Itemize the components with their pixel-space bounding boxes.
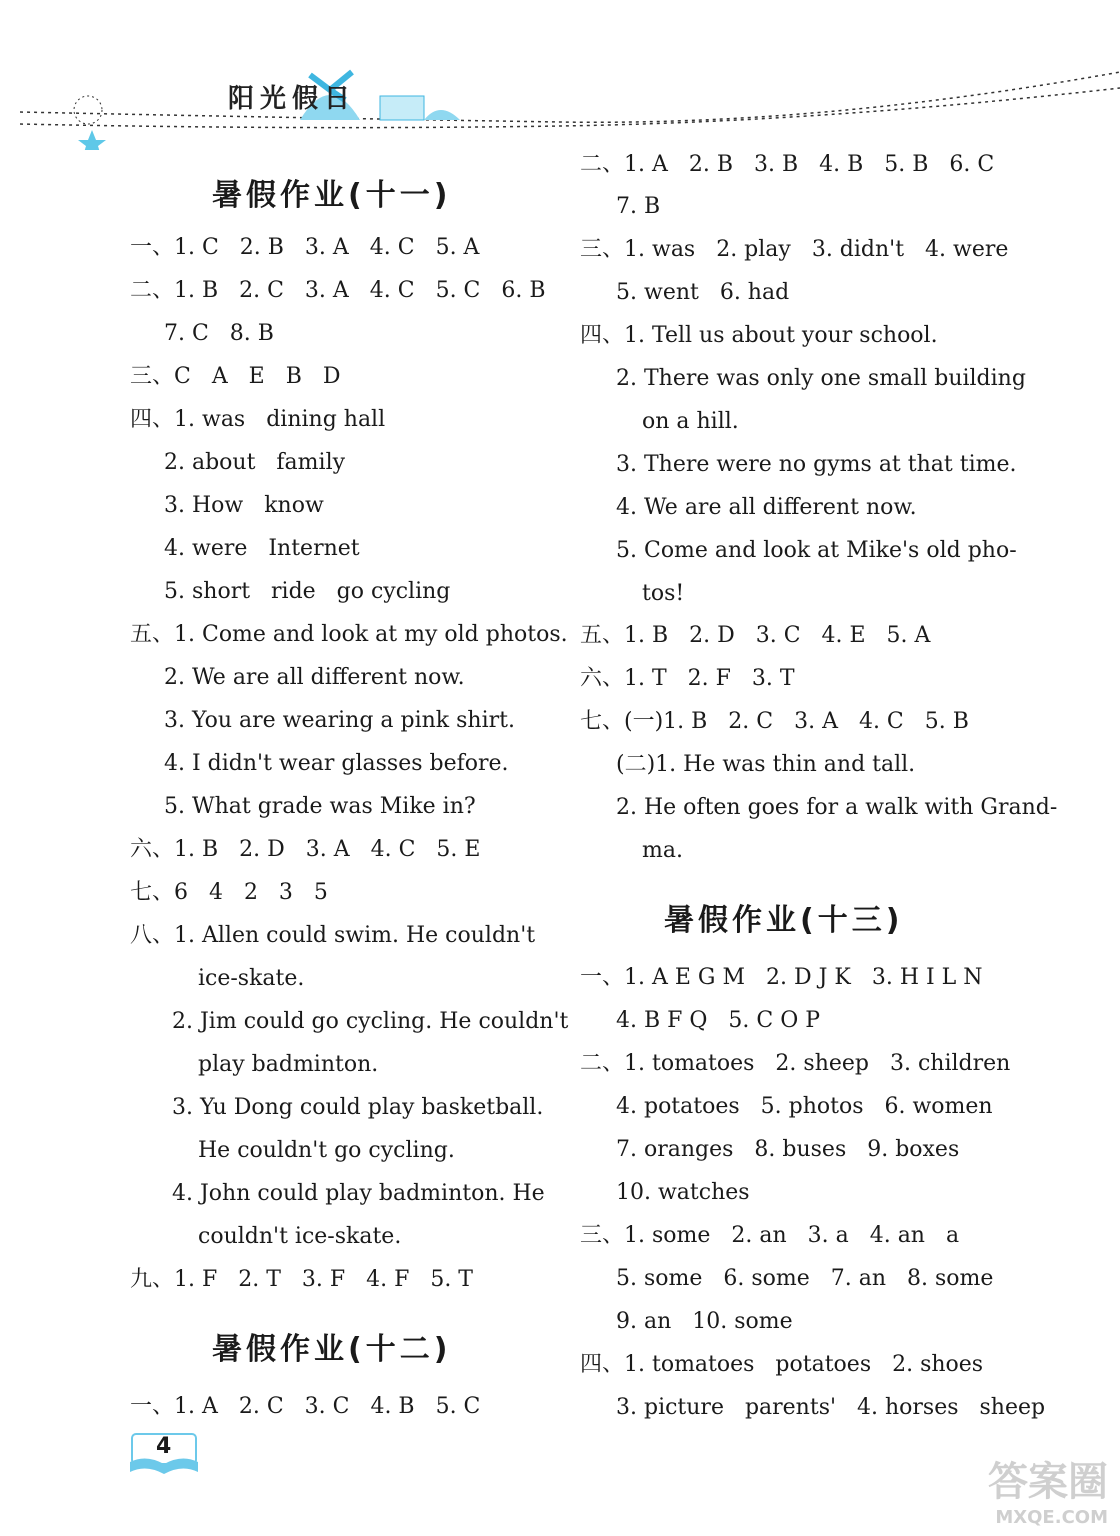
watermark: [988, 1450, 1108, 1528]
answer-line: 一、1. A 2. C 3. C 4. B 5. C: [130, 1394, 481, 1419]
page-number: 4: [156, 1434, 172, 1459]
answer-line: on a hill.: [642, 409, 739, 434]
page-number-badge: [128, 1432, 200, 1472]
header-decoration: [0, 0, 1120, 150]
answer-line: 7. C 8. B: [164, 321, 274, 346]
answer-line: 4. We are all different now.: [616, 495, 917, 520]
answer-line: ice-skate.: [198, 966, 305, 991]
answer-line: 7. B: [616, 194, 661, 219]
answer-line: 八、1. Allen could swim. He couldn't: [130, 923, 536, 948]
answer-line: 2. We are all different now.: [164, 665, 465, 690]
answer-line: 七、6 4 2 3 5: [130, 880, 328, 905]
answer-line: 四、1. was dining hall: [130, 407, 386, 432]
answer-line: 四、1. tomatoes potatoes 2. shoes: [580, 1352, 984, 1377]
page-header: [0, 0, 1120, 150]
answer-line: 六、1. B 2. D 3. A 4. C 5. E: [130, 837, 481, 862]
answer-line: 3. picture parents' 4. horses sheep: [616, 1395, 1046, 1420]
answer-line: 七、(一)1. B 2. C 3. A 4. C 5. B: [580, 709, 969, 734]
answer-line: 九、1. F 2. T 3. F 4. F 5. T: [130, 1267, 473, 1292]
answer-line: 9. an 10. some: [616, 1309, 793, 1334]
answer-line: 四、1. Tell us about your school.: [580, 323, 938, 348]
section-12-title: 暑假作业(十二): [212, 1332, 452, 1367]
answer-line: 5. some 6. some 7. an 8. some: [616, 1266, 994, 1291]
answer-line: He couldn't go cycling.: [198, 1138, 455, 1163]
answer-line: 5. short ride go cycling: [164, 579, 451, 604]
watermark-text: 答案圈: [988, 1459, 1108, 1505]
answer-line: 一、1. C 2. B 3. A 4. C 5. A: [130, 235, 480, 260]
answer-line: 7. oranges 8. buses 9. boxes: [616, 1137, 960, 1162]
answer-line: 5. What grade was Mike in?: [164, 794, 476, 819]
answer-line: 4. John could play badminton. He: [172, 1181, 545, 1206]
section-13-title: 暑假作业(十三): [664, 903, 904, 938]
answer-line: 4. were Internet: [164, 536, 360, 561]
answer-line: 5. went 6. had: [616, 280, 790, 305]
answer-line: 3. How know: [164, 493, 324, 518]
watermark-url: MXQE.COM: [995, 1507, 1108, 1528]
answer-line: 3. Yu Dong could play basketball.: [172, 1095, 544, 1120]
answer-line: 4. potatoes 5. photos 6. women: [616, 1094, 993, 1119]
answer-line: 五、1. B 2. D 3. C 4. E 5. A: [580, 623, 931, 648]
answer-line: couldn't ice-skate.: [198, 1224, 402, 1249]
answer-line: 4. I didn't wear glasses before.: [164, 751, 509, 776]
answer-line: 2. Jim could go cycling. He couldn't: [172, 1009, 569, 1034]
answer-line: (二)1. He was thin and tall.: [616, 752, 916, 777]
answer-line: 2. There was only one small building: [616, 366, 1026, 391]
answer-line: 二、1. tomatoes 2. sheep 3. children: [580, 1051, 1011, 1076]
brand-title: 阳光假日: [228, 84, 357, 114]
answer-line: 二、1. A 2. B 3. B 4. B 5. B 6. C: [580, 152, 995, 177]
answer-line: 3. There were no gyms at that time.: [616, 452, 1017, 477]
section-11-title: 暑假作业(十一): [212, 178, 452, 213]
answer-line: 4. B F Q 5. C O P: [616, 1008, 821, 1033]
answer-line: tos!: [642, 581, 685, 606]
answer-line: 2. about family: [164, 450, 346, 475]
answer-line: 六、1. T 2. F 3. T: [580, 666, 795, 691]
answer-line: play badminton.: [198, 1052, 379, 1077]
answer-line: 一、1. A E G M 2. D J K 3. H I L N: [580, 965, 983, 990]
answer-line: 2. He often goes for a walk with Grand-: [616, 795, 1058, 820]
answer-line: 二、1. B 2. C 3. A 4. C 5. C 6. B: [130, 278, 546, 303]
answer-line: 5. Come and look at Mike's old pho-: [616, 538, 1017, 563]
answer-line: 三、1. some 2. an 3. a 4. an a: [580, 1223, 960, 1248]
answer-line: 3. You are wearing a pink shirt.: [164, 708, 515, 733]
answer-line: 三、C A E B D: [130, 364, 341, 389]
answer-line: 三、1. was 2. play 3. didn't 4. were: [580, 237, 1009, 262]
answer-line: 五、1. Come and look at my old photos.: [130, 622, 568, 647]
answer-line: ma.: [642, 838, 683, 863]
answer-line: 10. watches: [616, 1180, 750, 1205]
